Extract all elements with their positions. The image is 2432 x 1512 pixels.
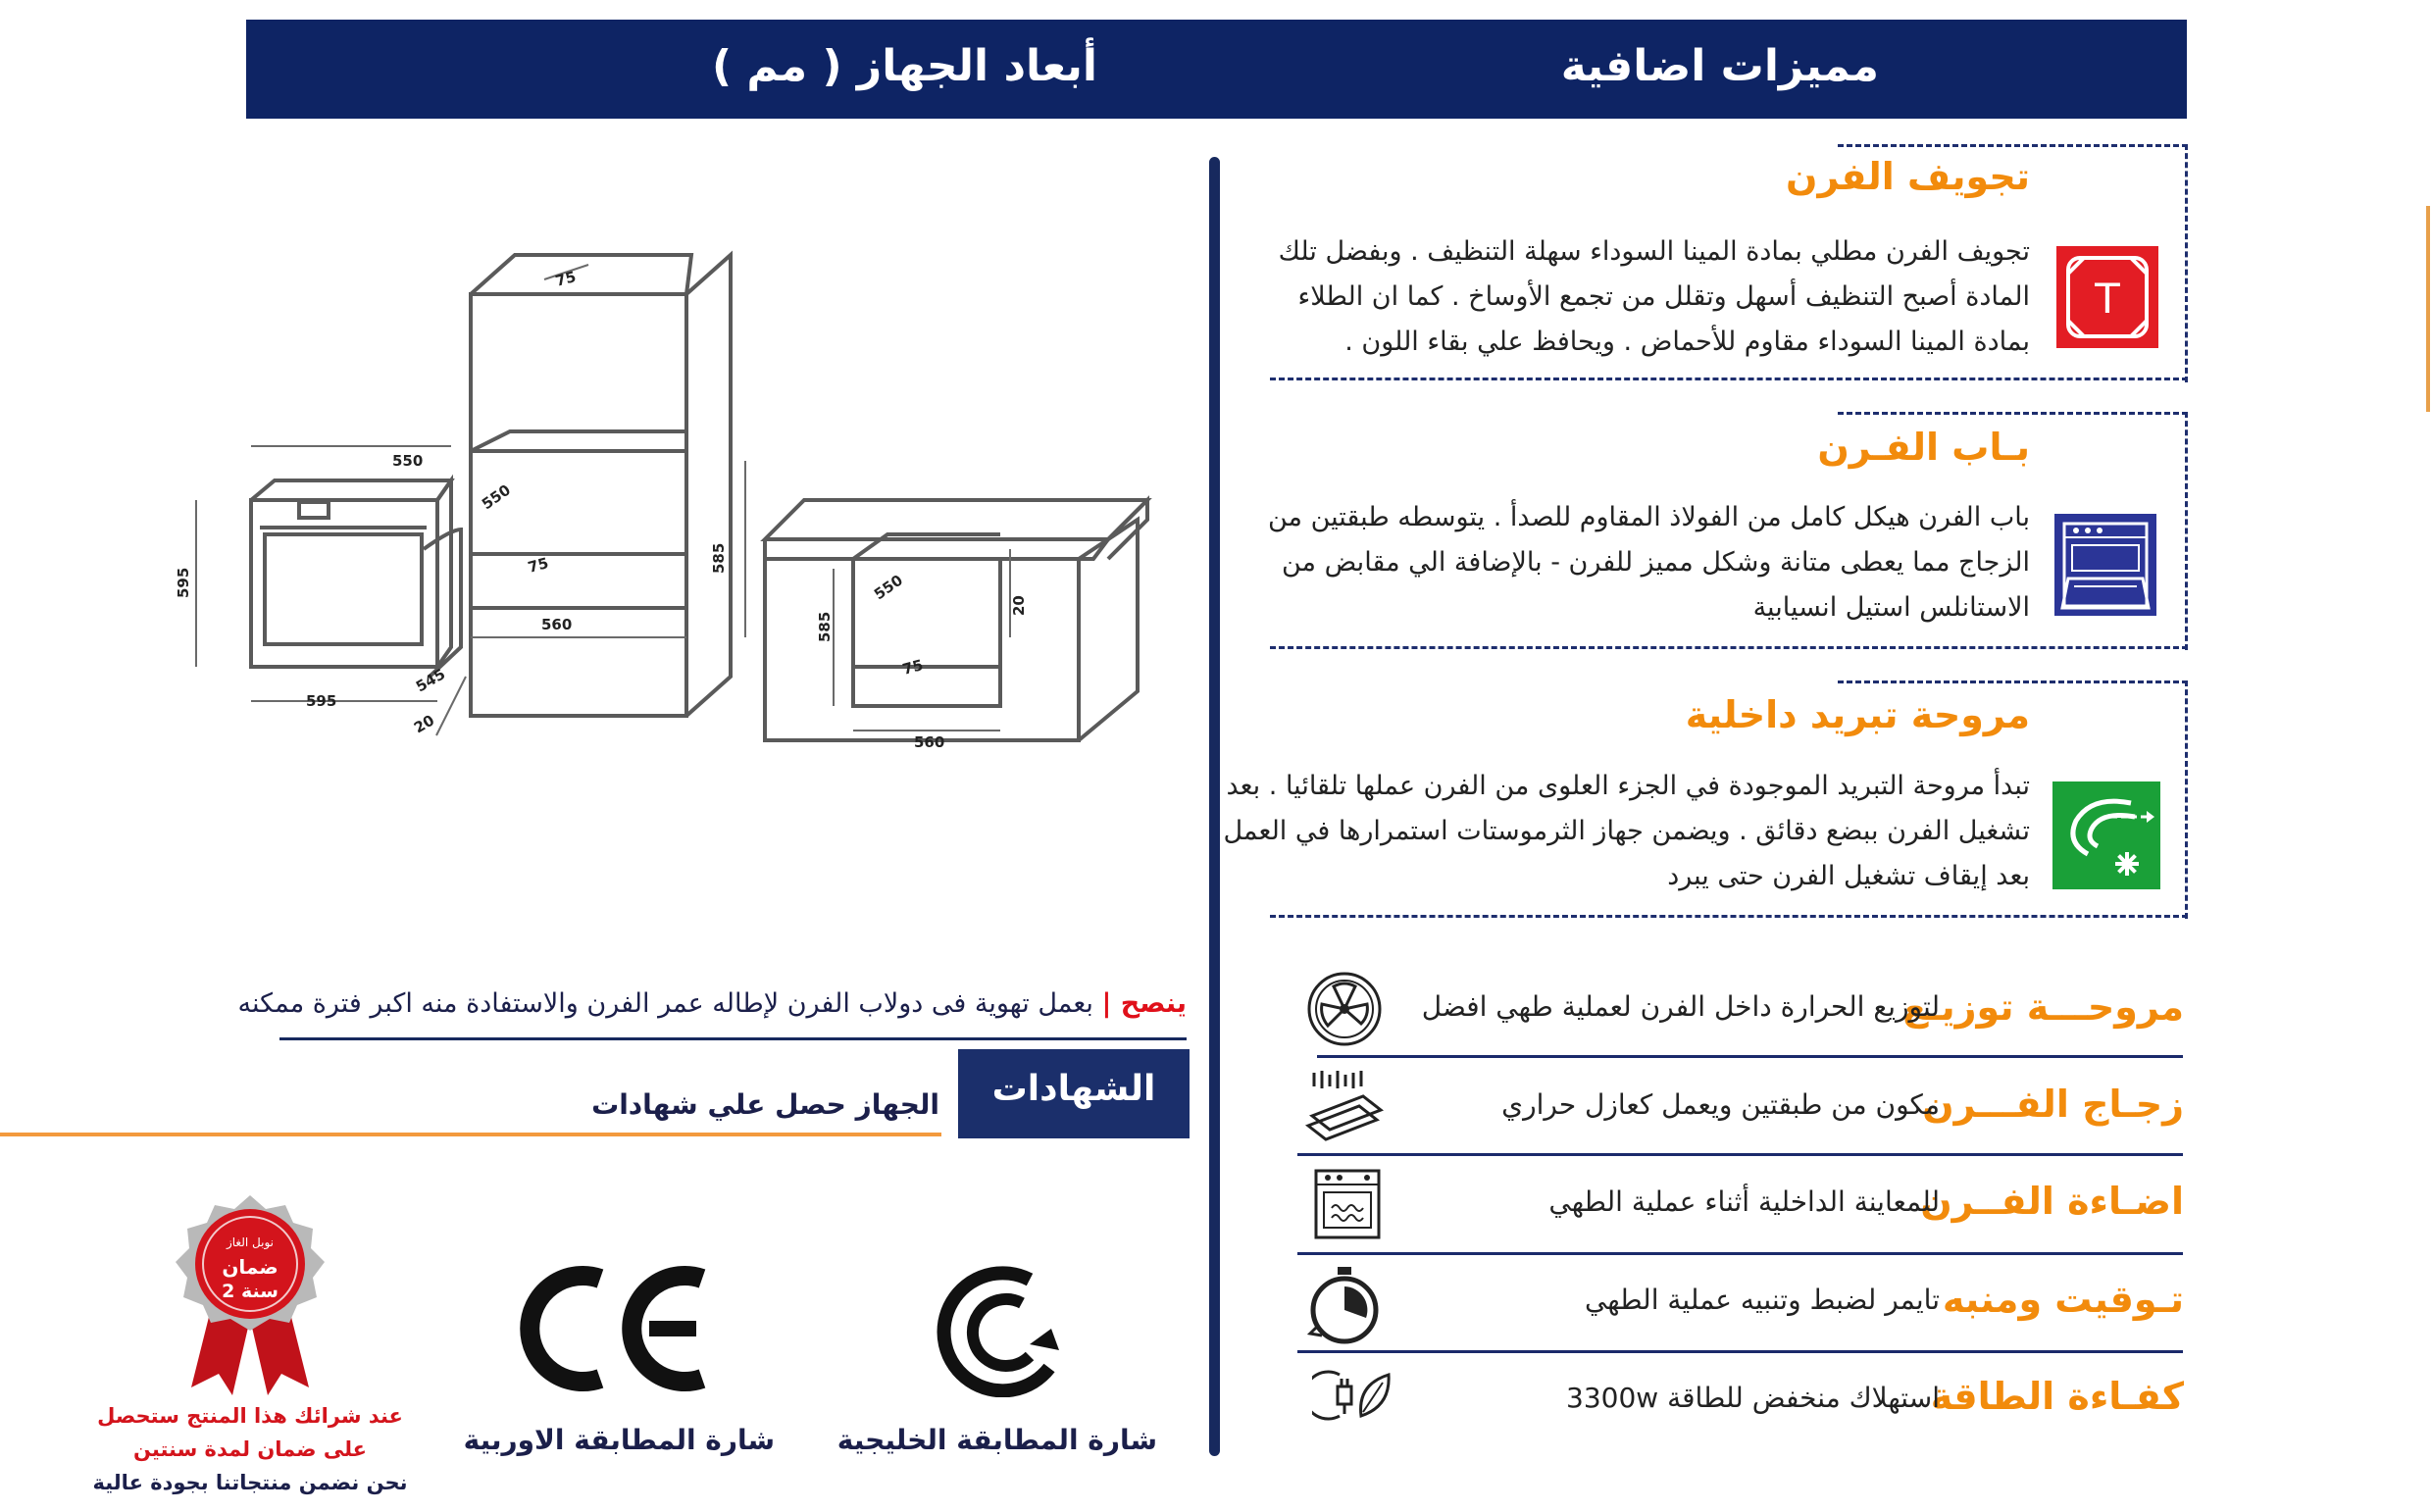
orange-separator: [0, 1133, 941, 1136]
spec-separator: [1297, 1350, 2183, 1353]
dim-oven-offset: 20: [411, 711, 438, 737]
advice-underline: [279, 1037, 1187, 1040]
warranty-line: على ضمان لمدة سنتين: [132, 1437, 368, 1461]
dim-oven-depth: 545: [413, 665, 449, 696]
cavity-icon: [2056, 246, 2158, 348]
feature-desc-cooling: [1147, 764, 2030, 899]
spec-label-energy: كفـاءة الطاقة: [1930, 1375, 2184, 1418]
feature-desc-line: بمادة المينا السوداء مقاوم للأحماض . ويحافظ علي بقاء اللون .: [1344, 327, 2030, 357]
fan-icon: [1304, 969, 1385, 1049]
dim-base-width: 560: [914, 733, 945, 751]
features-header-title: مميزات اضافية: [1560, 41, 1879, 91]
spec-label-fan: مروحـــة توزيـع: [1902, 985, 2184, 1029]
timer-icon: [1304, 1265, 1385, 1345]
gcc-mark-caption: شارة المطابقة الخليجية: [836, 1424, 1157, 1456]
warranty-text: [88, 1399, 412, 1499]
dim-oven-height: 595: [175, 567, 192, 598]
spec-desc-light: للمعاينة الداخلية أثناء عملية الطهي: [1548, 1185, 1940, 1218]
dim-tall-top-gap: 75: [553, 268, 579, 290]
dim-base-depth: 550: [870, 571, 906, 604]
feature-desc-line: تشغيل الفرن ببضع دقائق . ويضمن جهاز الثرموستات استمرارها في العمل: [1223, 816, 2030, 846]
warranty-badge-line1: ضمان: [222, 1255, 279, 1279]
oven-door-icon: [2054, 514, 2156, 616]
feature-desc-cavity: [1147, 229, 2030, 365]
feature-desc-door: [1147, 495, 2030, 630]
spec-separator: [1317, 1055, 2183, 1058]
spec-desc-timer: تايمر لضبط وتنبيه عملية الطهي: [1584, 1284, 1940, 1316]
ce-mark-icon: [520, 1265, 716, 1392]
dim-base-offset: 20: [1010, 595, 1028, 616]
cooling-fan-icon: [2052, 781, 2160, 889]
spec-label-light: اضـاءة الفــرن: [1920, 1180, 2184, 1223]
spec-desc-fan: لتوزيع الحرارة داخل الفرن لعملية طهي افضل: [1421, 990, 1940, 1023]
warranty-line: نحن نضمن منتجاتنا بجودة عالية: [92, 1471, 408, 1494]
feature-box-cooling-bottom: [1270, 915, 2188, 918]
header-bar: [246, 20, 2187, 119]
oven-light-icon: [1312, 1167, 1393, 1247]
spec-label-glass: زجـاج الفـــرن: [1922, 1083, 2184, 1126]
ce-mark-caption: شارة المطابقة الاوربية: [463, 1424, 775, 1456]
feature-desc-line: الاستانلس استيل انسيابية: [1752, 592, 2030, 623]
feature-desc-line: الزجاج مما يعطى متانة وشكل مميز للفرن - بالإضافة الي مقابض من: [1282, 547, 2030, 578]
spec-separator: [1297, 1153, 2183, 1156]
advice-text: [238, 988, 1187, 1019]
warranty-badge-brand: نوبل الغاز: [226, 1235, 275, 1249]
glass-icon: [1304, 1067, 1385, 1147]
advice-body: بعمل تهوية فى دولاب الفرن لإطاله عمر الفرن والاستفادة منه اكبر فترة ممكنه: [237, 988, 1102, 1019]
feature-desc-line: باب الفرن هيكل كامل من الفولاذ المقاوم للصدأ . يتوسطه طبقتين من: [1267, 502, 2030, 532]
spec-desc-glass: مكون من طبقتين ويعمل كعازل حراري: [1501, 1088, 1940, 1121]
certificates-title: الشهادات: [991, 1069, 1156, 1109]
feature-box-door-bottom: [1270, 646, 2188, 649]
dimensions-drawing: [167, 235, 1167, 784]
dim-tall-vent: 75: [526, 554, 551, 577]
dim-tall-depth: 550: [478, 480, 514, 514]
dimensions-header-title: أبعاد الجهاز ( مم ): [712, 41, 1097, 91]
warranty-badge: [162, 1191, 338, 1397]
gcc-mark-icon: [932, 1260, 1069, 1397]
feature-box-cavity-bottom: [1270, 378, 2188, 380]
feature-title-cooling: مروحة تبريد داخلية: [1685, 693, 2030, 736]
feature-title-cavity: تجويف الفرن: [1786, 155, 2030, 198]
feature-desc-line: بعد إيقاف تشغيل الفرن حتى يبرد: [1667, 861, 2030, 891]
energy-icon: [1312, 1361, 1393, 1441]
warranty-line: عند شرائك هذا المنتج ستحصل: [97, 1404, 403, 1428]
advice-highlight: ينصح |: [1101, 988, 1187, 1019]
dim-oven-width-top: 550: [392, 452, 424, 470]
certificates-subtitle: الجهاز حصل علي شهادات: [591, 1088, 939, 1121]
dim-base-vent: 75: [900, 656, 926, 679]
feature-desc-line: المادة أصبح التنظيف أسهل وتقلل من تجمع الأوساخ . كما ان الطلاء: [1297, 281, 2030, 312]
edge-accent: [2426, 206, 2430, 412]
dim-tall-height: 585: [710, 542, 728, 574]
spec-desc-energy: استهلاك منخفض للطاقة 3300w: [1566, 1382, 1940, 1414]
dim-tall-width: 560: [541, 616, 573, 633]
dim-base-height: 585: [816, 611, 834, 642]
spec-label-timer: تـوقيت ومنبه: [1942, 1278, 2184, 1321]
cavity-icon-letter: T: [2095, 275, 2120, 323]
certificates-title-box: [958, 1049, 1190, 1138]
warranty-badge-line2: 2 سنة: [222, 1281, 279, 1302]
feature-desc-line: تجويف الفرن مطلي بمادة المينا السوداء سهلة التنظيف . وبفضل تلك: [1278, 236, 2030, 267]
feature-desc-line: تبدأ مروحة التبريد الموجودة في الجزء العلوى من الفرن عملها تلقائيا . بعد: [1226, 771, 2030, 801]
spec-separator: [1297, 1252, 2183, 1255]
feature-title-door: بـاب الفـرن: [1817, 426, 2030, 469]
dim-oven-width-bottom: 595: [306, 692, 337, 710]
